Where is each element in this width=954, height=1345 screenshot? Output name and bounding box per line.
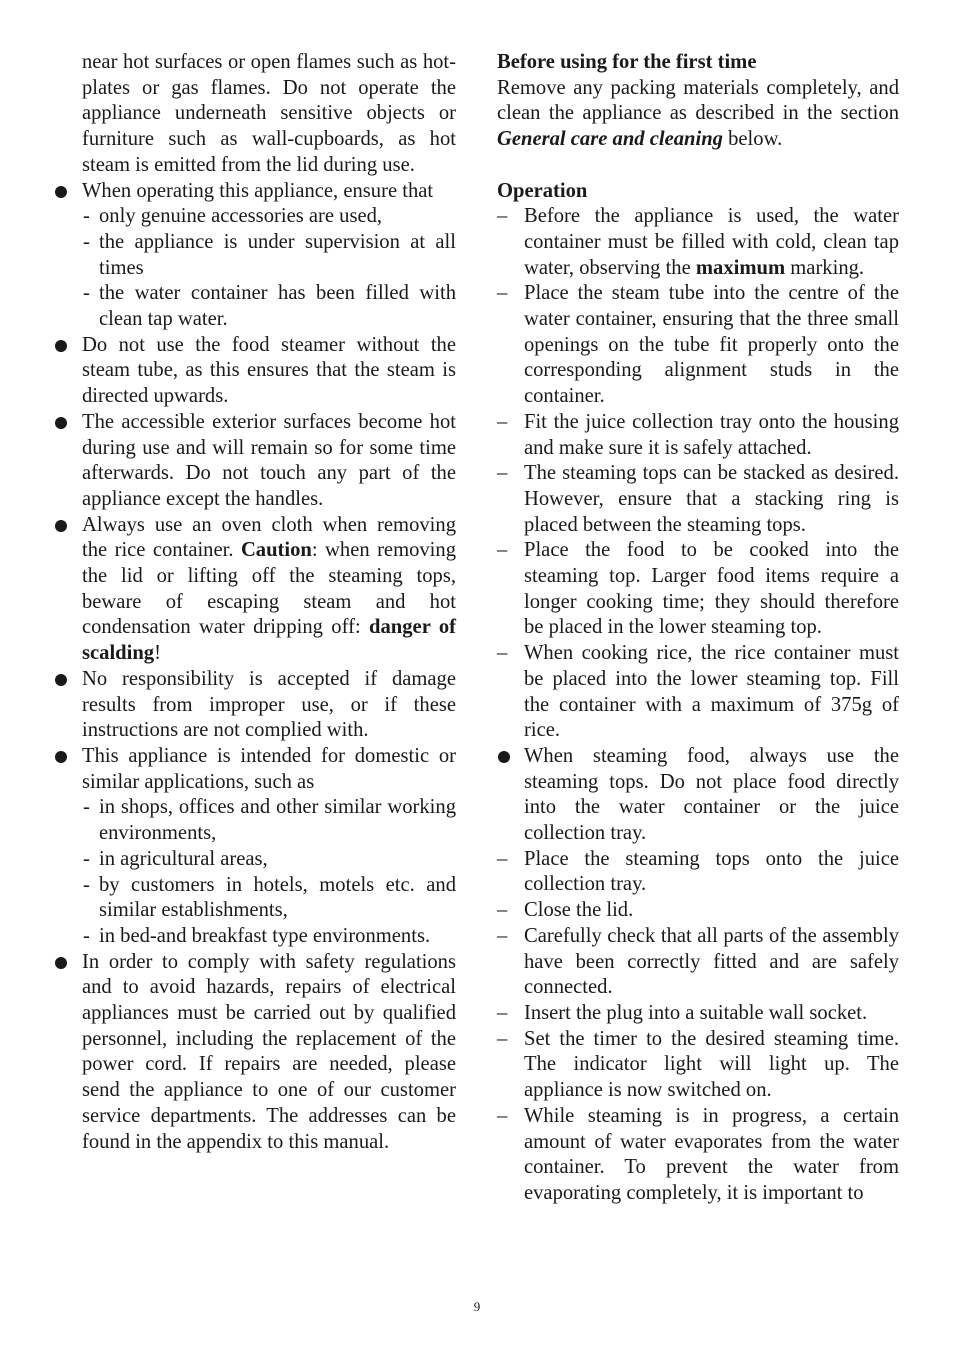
left-column	[82, 50, 456, 1155]
first-use-paragraph	[497, 76, 899, 153]
bullet-text: In order to comply with safety regulations and to avoid hazards, repairs of electrical appliances must be carried out by qualified personnel, including the replacement of the power cord. If repairs are needed, please send the appliance to one of our customer service departments. The addresses can be found in the appendix to this manual.	[82, 950, 456, 1153]
operation-step	[497, 204, 899, 281]
bullet-intended-use	[82, 744, 456, 950]
operation-step: – Set the timer to the desired steaming time. The indicator light will light up. The appliance is now switched on.	[497, 1027, 899, 1104]
first-use-end: below.	[728, 128, 783, 151]
bullet-steam-tube	[82, 333, 456, 410]
operation-step: – Place the steaming tops onto the juice collection tray.	[497, 847, 899, 898]
bullet-repairs	[82, 950, 456, 1156]
sub-item: - in agricultural areas,	[82, 847, 456, 873]
bullet-oven-cloth	[82, 513, 456, 667]
operation-heading: Operation	[497, 179, 588, 202]
bullet-operating-conditions	[82, 179, 456, 333]
maximum-label: maximum	[695, 256, 786, 279]
bullet-responsibility	[82, 667, 456, 744]
first-use-text: Remove any packing materials completely, and clean the appliance as described in the section	[497, 76, 899, 125]
spacer	[497, 153, 899, 179]
operation-step: – While steaming is in progress, a certain amount of water evaporates from the water container. To prevent the water from evaporating completely, it is important to	[497, 1104, 899, 1207]
operation-step: – The steaming tops can be stacked as desired. However, ensure that a stacking ring is placed between the steaming tops.	[497, 461, 899, 538]
bullet-text	[82, 513, 456, 667]
operation-step: – Place the steam tube into the centre of the water container, ensuring that the three small openings on the tube fit properly onto the corresponding alignment studs in the container.	[497, 281, 899, 410]
section-reference: General care and cleaning	[497, 128, 723, 151]
caution-label: Caution	[240, 539, 312, 562]
bullet-text: Do not use the food steamer without the steam tube, as this ensures that the steam is directed upwards.	[82, 333, 456, 408]
first-use-heading: Before using for the first time	[497, 51, 757, 73]
operation-step: – Insert the plug into a suitable wall socket.	[497, 1001, 899, 1027]
sub-item: - by customers in hotels, motels etc. and similar establishments,	[82, 873, 456, 924]
exclamation: !	[154, 642, 161, 665]
operation-step: – Fit the juice collection tray onto the housing and make sure it is safely attached.	[497, 410, 899, 461]
sub-item: - only genuine accessories are used,	[82, 204, 456, 230]
danger-label: danger of scalding	[82, 616, 456, 665]
bullet-hot-surfaces	[82, 410, 456, 513]
page-number: 9	[473, 1299, 481, 1314]
step-text: Before the appliance is used, the water container must be filled with cold, clean tap water, observing the	[524, 205, 899, 279]
operation-step: – When cooking rice, the rice container must be placed into the lower steaming top. Fill the container with a maximum of 375g of rice.	[497, 641, 899, 744]
bullet-text: The accessible exterior surfaces become hot during use and will remain so for some time afterwards. Do not touch any part of the appliance except the handles.	[82, 410, 456, 510]
bullet-text: This appliance is intended for domestic or similar applications, such as	[82, 744, 456, 793]
operation-bullet: When steaming food, always use the steaming tops. Do not place food directly into the water container or the juice collection tray.	[497, 744, 899, 847]
sub-item: - the water container has been filled with clean tap water.	[82, 281, 456, 332]
bullet-text: No responsibility is accepted if damage results from improper use, or if these instructions are not complied with.	[82, 667, 456, 742]
sub-item: - in shops, offices and other similar working environments,	[82, 795, 456, 846]
operation-step: – Place the food to be cooked into the steaming top. Larger food items require a longer cooking time; they should therefore be placed in the lower steaming top.	[497, 538, 899, 641]
right-column	[497, 50, 899, 1207]
intro-paragraph: near hot surfaces or open flames such as hot-plates or gas flames. Do not operate the appliance underneath sensitive objects or furniture such as wall-cupboards, as hot steam is emitted from the lid during use.	[82, 51, 456, 176]
oven-cloth-text: Always use an oven cloth when removing the rice container.	[82, 513, 456, 562]
step-text-end: marking.	[790, 256, 865, 279]
sub-item: - in bed-and breakfast type environments.	[82, 924, 456, 950]
operation-step: – Close the lid.	[497, 898, 899, 924]
sub-item: - the appliance is under supervision at all times	[82, 230, 456, 281]
caution-text: : when removing the lid or lifting off the steaming tops, beware of escaping steam and hot condensation water dripping off:	[82, 539, 456, 639]
operation-step: – Carefully check that all parts of the assembly have been correctly fitted and are safely connected.	[497, 924, 899, 1001]
bullet-text: When operating this appliance, ensure that	[82, 179, 434, 202]
